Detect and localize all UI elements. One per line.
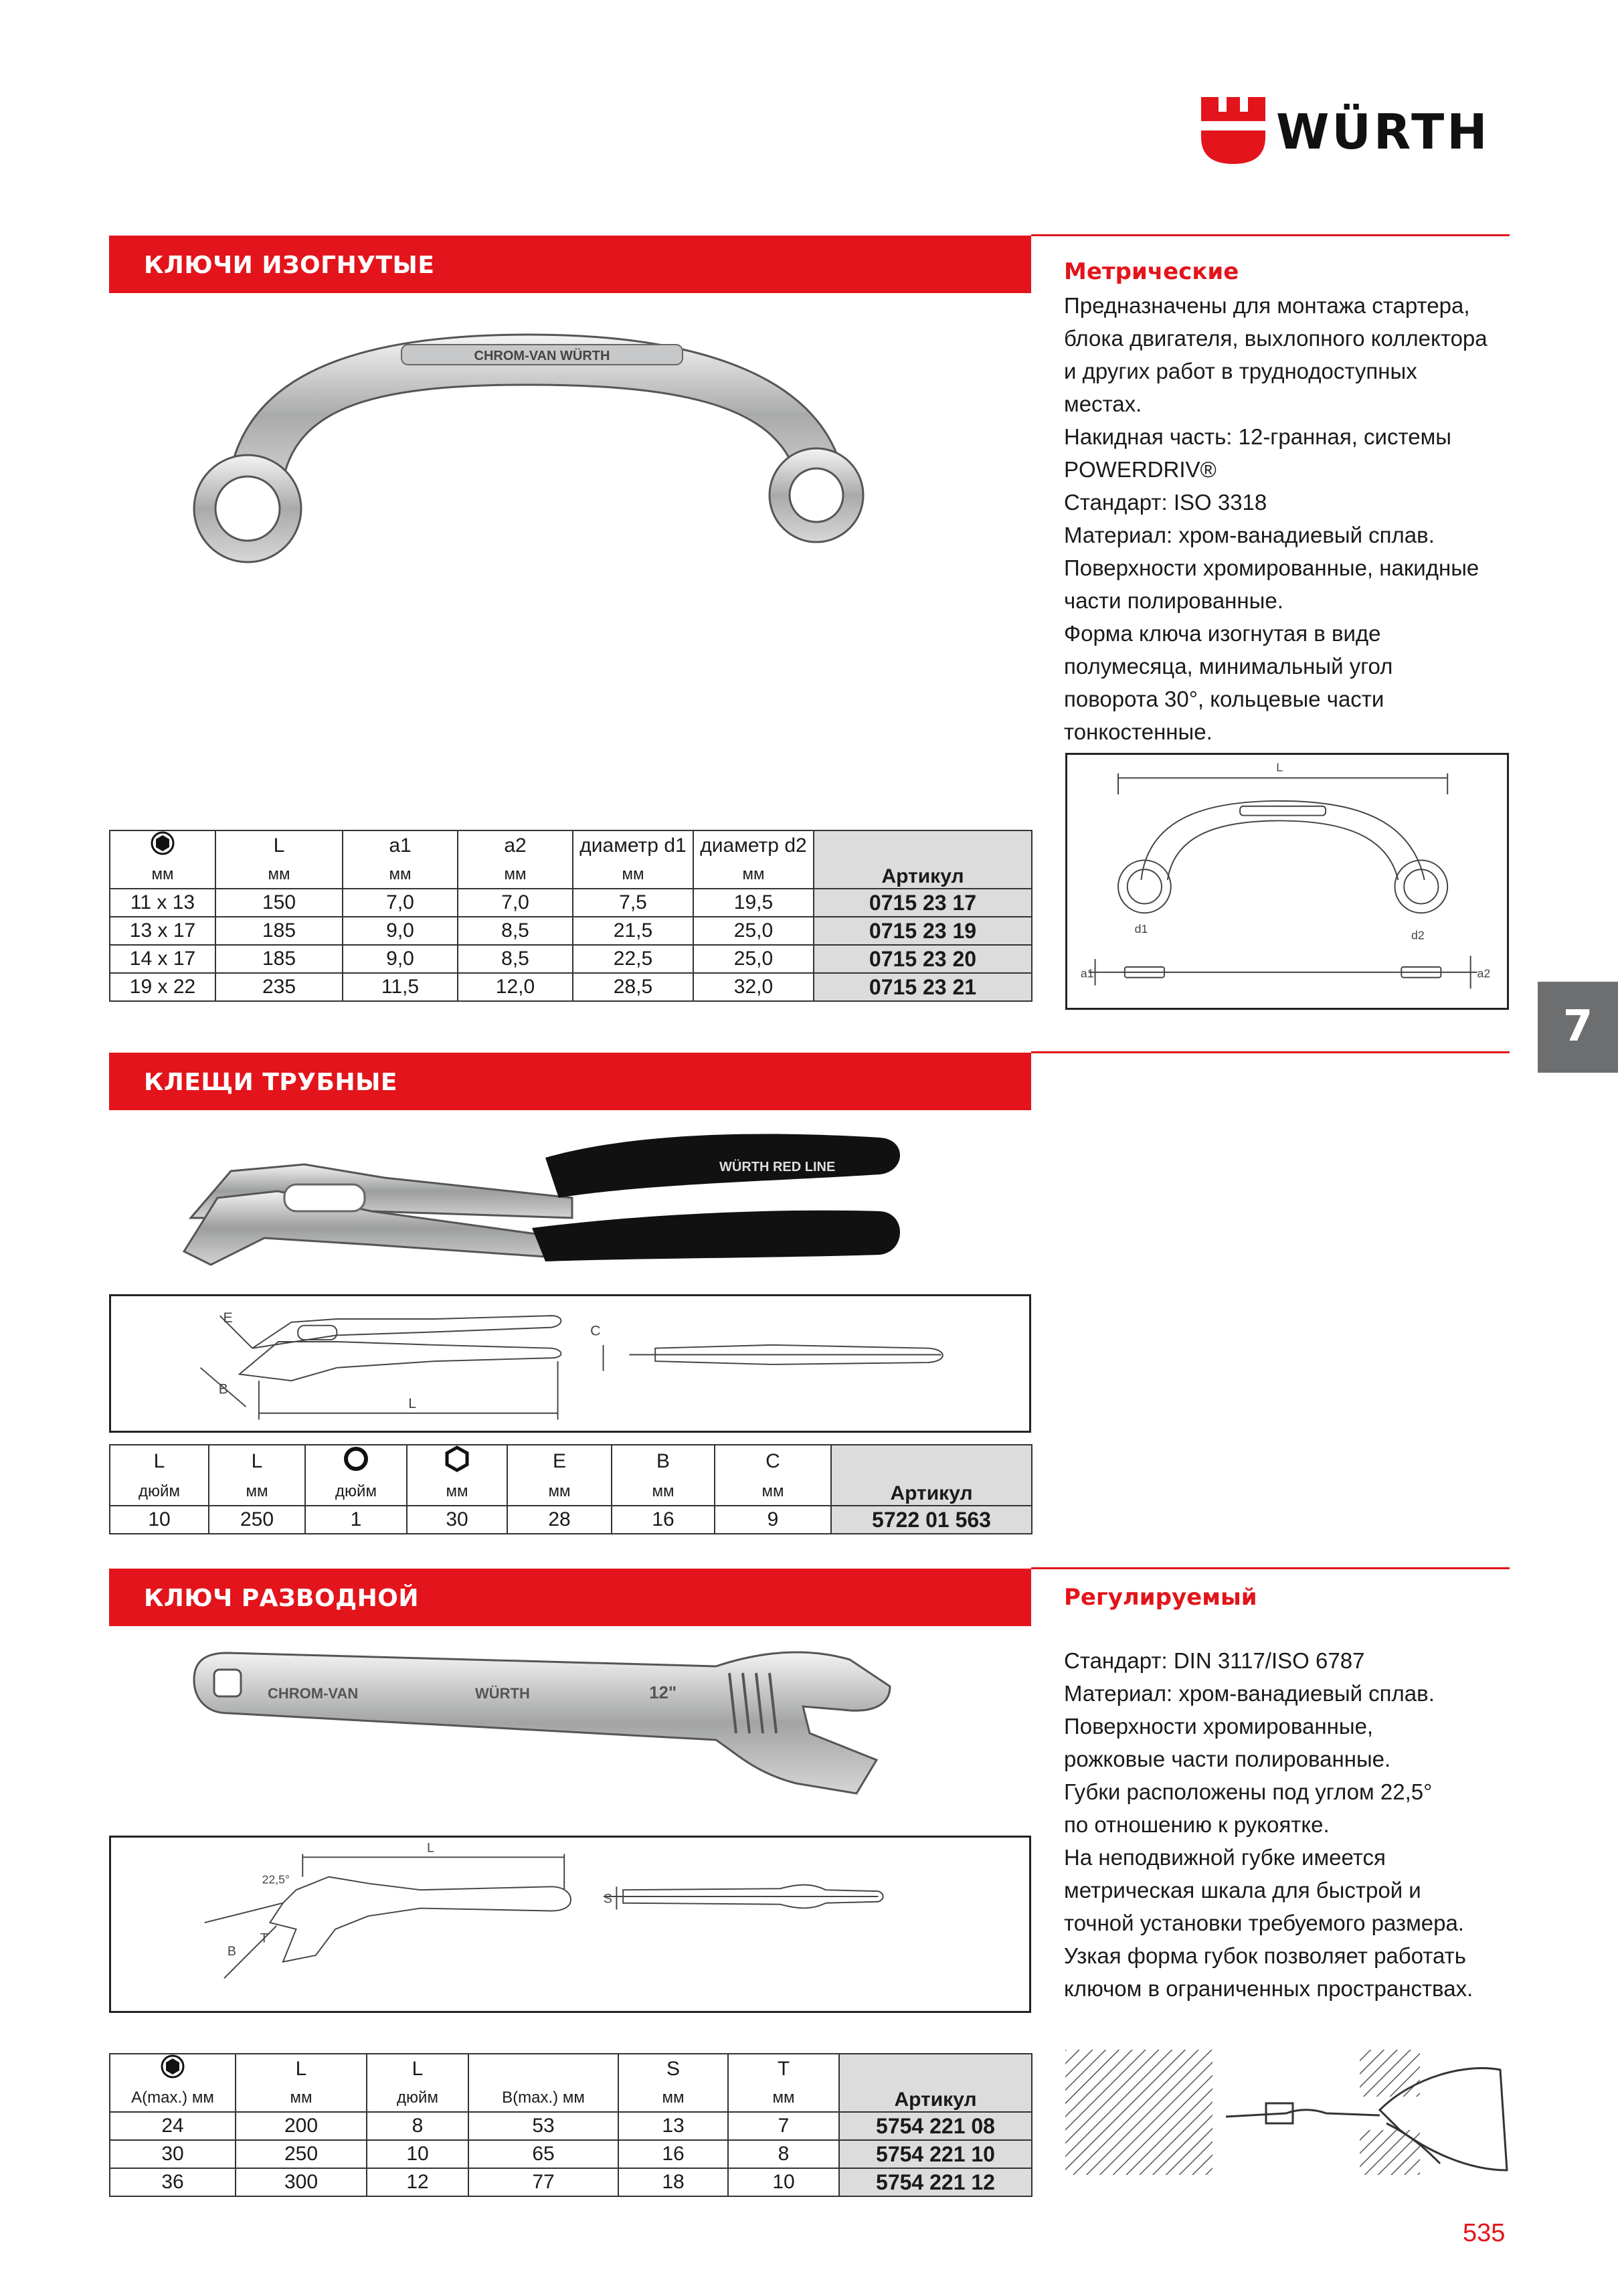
- unit: A(max.) мм: [110, 2084, 236, 2112]
- section-header-adjustable: [109, 1569, 1031, 1626]
- desc-line: Материал: хром-ванадиевый сплав.: [1064, 1681, 1435, 1706]
- cell: 8,5: [458, 945, 573, 973]
- cell: 7: [728, 2112, 839, 2140]
- cell: 65: [468, 2140, 618, 2168]
- cell: 28,5: [573, 973, 693, 1001]
- cell: 185: [215, 917, 343, 945]
- article-number: 0715 23 21: [814, 973, 1032, 1001]
- adjustable-spec-table: [109, 2053, 1032, 2197]
- unit: мм: [693, 861, 814, 889]
- dim-label: E: [223, 1309, 233, 1326]
- article-number: 0715 23 20: [814, 945, 1032, 973]
- cell: 25,0: [693, 945, 814, 973]
- pliers-spec-table: [109, 1444, 1032, 1534]
- desc-line: POWERDRIV®: [1064, 457, 1217, 482]
- ring-spec-table: [109, 830, 1032, 1002]
- dim-label: d2: [1411, 928, 1425, 942]
- hex-size-icon: [110, 2054, 236, 2084]
- cell: 16: [612, 1506, 715, 1534]
- dim-label: C: [590, 1322, 601, 1339]
- cell: 7,5: [573, 889, 693, 917]
- article-header: Артикул: [814, 830, 1032, 889]
- ring-wrench-drawing: [1065, 753, 1509, 1010]
- desc-line: На неподвижной губке имеется: [1064, 1845, 1386, 1870]
- unit: мм: [573, 861, 693, 889]
- cell: 150: [215, 889, 343, 917]
- cell: 9,0: [343, 945, 458, 973]
- desc-line: ключом в ограниченных пространствах.: [1064, 1976, 1473, 2001]
- table-row: [110, 889, 1032, 917]
- cell: 250: [236, 2140, 367, 2168]
- unit: мм: [458, 861, 573, 889]
- cell: 11 x 13: [110, 889, 215, 917]
- unit: мм: [110, 861, 215, 889]
- unit: мм: [507, 1478, 612, 1506]
- adjustable-wrench-photo: [181, 1633, 903, 1814]
- chapter-number: 7: [1562, 1002, 1593, 1051]
- cell: 13: [618, 2112, 728, 2140]
- cell: 185: [215, 945, 343, 973]
- cell: 9,0: [343, 917, 458, 945]
- desc-line: метрическая шкала для быстрой и: [1064, 1878, 1421, 1903]
- cell: 10: [728, 2168, 839, 2196]
- dim-label: S: [603, 1891, 612, 1907]
- engraving: CHROM-VAN: [268, 1685, 359, 1702]
- col-header: E: [507, 1445, 612, 1478]
- cell: 30: [407, 1506, 507, 1534]
- nut-hex-icon: [407, 1445, 507, 1478]
- pliers-photo: [171, 1118, 907, 1285]
- unit: мм: [215, 861, 343, 889]
- dim-label: d1: [1134, 921, 1148, 936]
- desc-line: точной установки требуемого размера.: [1064, 1911, 1464, 1935]
- cell: 8: [728, 2140, 839, 2168]
- cell: 16: [618, 2140, 728, 2168]
- desc-line: Поверхности хромированные, накидные: [1064, 555, 1479, 580]
- cell: 10: [110, 1506, 209, 1534]
- col-header: L: [209, 1445, 305, 1478]
- desc-line: рожковые части полированные.: [1064, 1747, 1391, 1771]
- side-description-adjustable: [1064, 1644, 1526, 2005]
- article-number: 0715 23 19: [814, 917, 1032, 945]
- desc-line: по отношению к рукоятке.: [1064, 1812, 1330, 1837]
- col-header: a1: [343, 830, 458, 861]
- section-title: КЛЮЧИ ИЗОГНУТЫЕ: [144, 252, 435, 279]
- hex-size-icon: [110, 830, 215, 861]
- unit: мм: [728, 2084, 839, 2112]
- unit: мм: [407, 1478, 507, 1506]
- side-title-adjustable: Регулируемый: [1064, 1584, 1257, 1611]
- cell: 19,5: [693, 889, 814, 917]
- section-rule: [1031, 1051, 1510, 1053]
- desc-line: тонкостенные.: [1064, 719, 1212, 744]
- table-row: [110, 2112, 1032, 2140]
- cell: 77: [468, 2168, 618, 2196]
- cell: 10: [367, 2140, 468, 2168]
- pipe-round-icon: [305, 1445, 407, 1478]
- desc-line: Предназначены для монтажа стартера,: [1064, 293, 1470, 318]
- ring-wrench-photo: [154, 308, 1024, 576]
- dim-label: T: [260, 1931, 268, 1946]
- unit: B(max.) мм: [468, 2084, 618, 2112]
- dim-label: B: [218, 1381, 228, 1397]
- desc-line: блока двигателя, выхлопного коллектора: [1064, 326, 1488, 351]
- section-rule: [1031, 1567, 1510, 1569]
- dim-label: a2: [1477, 966, 1491, 980]
- engraving: CHROM-VAN WÜRTH: [474, 349, 610, 363]
- cell: 21,5: [573, 917, 693, 945]
- section-rule: [1031, 234, 1510, 236]
- section-header-pliers: [109, 1053, 1031, 1110]
- dim-label: L: [1276, 760, 1283, 774]
- desc-line: Узкая форма губок позволяет работать: [1064, 1943, 1466, 1968]
- cell: 30: [110, 2140, 236, 2168]
- article-number: 5722 01 563: [831, 1506, 1032, 1534]
- col-header: L: [110, 1445, 209, 1478]
- chapter-tab: [1538, 982, 1618, 1073]
- unit: дюйм: [305, 1478, 407, 1506]
- desc-line: и других работ в труднодоступных: [1064, 359, 1417, 383]
- dim-label: B: [227, 1943, 236, 1959]
- engraving: 12": [649, 1682, 677, 1702]
- col-header: a2: [458, 830, 573, 861]
- unit: мм: [612, 1478, 715, 1506]
- cell: 24: [110, 2112, 236, 2140]
- cell: 12: [367, 2168, 468, 2196]
- desc-line: Поверхности хромированные,: [1064, 1714, 1374, 1739]
- col-header: диаметр d2: [693, 830, 814, 861]
- desc-line: Накидная часть: 12-гранная, системы: [1064, 424, 1451, 449]
- unit: мм: [209, 1478, 305, 1506]
- table-row: [110, 945, 1032, 973]
- table-row: [110, 2168, 1032, 2196]
- col-header: диаметр d1: [573, 830, 693, 861]
- unit: мм: [236, 2084, 367, 2112]
- article-header: Артикул: [831, 1445, 1032, 1506]
- cell: 250: [209, 1506, 305, 1534]
- cell: 8: [367, 2112, 468, 2140]
- table-row: [110, 2140, 1032, 2168]
- cell: 14 x 17: [110, 945, 215, 973]
- page-number: 535: [1463, 2219, 1506, 2247]
- cell: 28: [507, 1506, 612, 1534]
- desc-line: части полированные.: [1064, 588, 1283, 613]
- unit: дюйм: [110, 1478, 209, 1506]
- usage-illustration: [1065, 2050, 1509, 2175]
- dim-label: 22,5°: [262, 1872, 290, 1886]
- wurth-logo: [1201, 97, 1509, 164]
- section-title: КЛЕЩИ ТРУБНЫЕ: [144, 1069, 397, 1096]
- desc-line: Форма ключа изогнутая в виде: [1064, 621, 1381, 646]
- cell: 36: [110, 2168, 236, 2196]
- desc-line: местах.: [1064, 391, 1142, 416]
- col-header: L: [367, 2054, 468, 2084]
- engraving: WÜRTH: [475, 1685, 530, 1702]
- col-header: B: [612, 1445, 715, 1478]
- cell: 300: [236, 2168, 367, 2196]
- table-row: [110, 917, 1032, 945]
- section-header-ring: [109, 236, 1031, 293]
- cell: 19 x 22: [110, 973, 215, 1001]
- unit: мм: [343, 861, 458, 889]
- side-title-metric: Метрические: [1064, 258, 1239, 285]
- cell: 12,0: [458, 973, 573, 1001]
- cell: 200: [236, 2112, 367, 2140]
- unit: мм: [715, 1478, 831, 1506]
- desc-line: Губки расположены под углом 22,5°: [1064, 1779, 1433, 1804]
- dim-label: L: [426, 1840, 434, 1856]
- brand-name: WÜRTH: [1276, 104, 1490, 160]
- cell: 32,0: [693, 973, 814, 1001]
- article-number: 0715 23 17: [814, 889, 1032, 917]
- cell: 11,5: [343, 973, 458, 1001]
- col-header: L: [215, 830, 343, 861]
- cell: 1: [305, 1506, 407, 1534]
- article-number: 5754 221 08: [839, 2112, 1032, 2140]
- col-header: T: [728, 2054, 839, 2084]
- article-number: 5754 221 12: [839, 2168, 1032, 2196]
- desc-line: Материал: хром-ванадиевый сплав.: [1064, 523, 1435, 547]
- table-row: [110, 973, 1032, 1001]
- side-description-ring: [1064, 289, 1526, 748]
- col-header: L: [236, 2054, 367, 2084]
- col-header: S: [618, 2054, 728, 2084]
- article-number: 5754 221 10: [839, 2140, 1032, 2168]
- cell: 8,5: [458, 917, 573, 945]
- cell: 9: [715, 1506, 831, 1534]
- article-header: Артикул: [839, 2054, 1032, 2112]
- pliers-drawing: [109, 1294, 1031, 1433]
- engraving: WÜRTH RED LINE: [719, 1160, 836, 1174]
- dim-label: a1: [1080, 966, 1094, 980]
- table-row: [110, 1506, 1032, 1534]
- section-title: КЛЮЧ РАЗВОДНОЙ: [144, 1585, 419, 1612]
- desc-line: Стандарт: ISO 3318: [1064, 490, 1267, 515]
- desc-line: Стандарт: DIN 3117/ISO 6787: [1064, 1648, 1365, 1673]
- cell: 7,0: [458, 889, 573, 917]
- unit: дюйм: [367, 2084, 468, 2112]
- cell: 7,0: [343, 889, 458, 917]
- adjustable-wrench-drawing: [109, 1836, 1031, 2013]
- desc-line: полумесяца, минимальный угол: [1064, 654, 1393, 679]
- cell: 235: [215, 973, 343, 1001]
- col-header: [468, 2054, 618, 2084]
- cell: 53: [468, 2112, 618, 2140]
- col-header: C: [715, 1445, 831, 1478]
- cell: 25,0: [693, 917, 814, 945]
- cell: 13 x 17: [110, 917, 215, 945]
- cell: 22,5: [573, 945, 693, 973]
- cell: 18: [618, 2168, 728, 2196]
- desc-line: поворота 30°, кольцевые части: [1064, 687, 1384, 711]
- unit: мм: [618, 2084, 728, 2112]
- wurth-logo-icon: [1201, 97, 1265, 164]
- dim-label: L: [408, 1395, 417, 1412]
